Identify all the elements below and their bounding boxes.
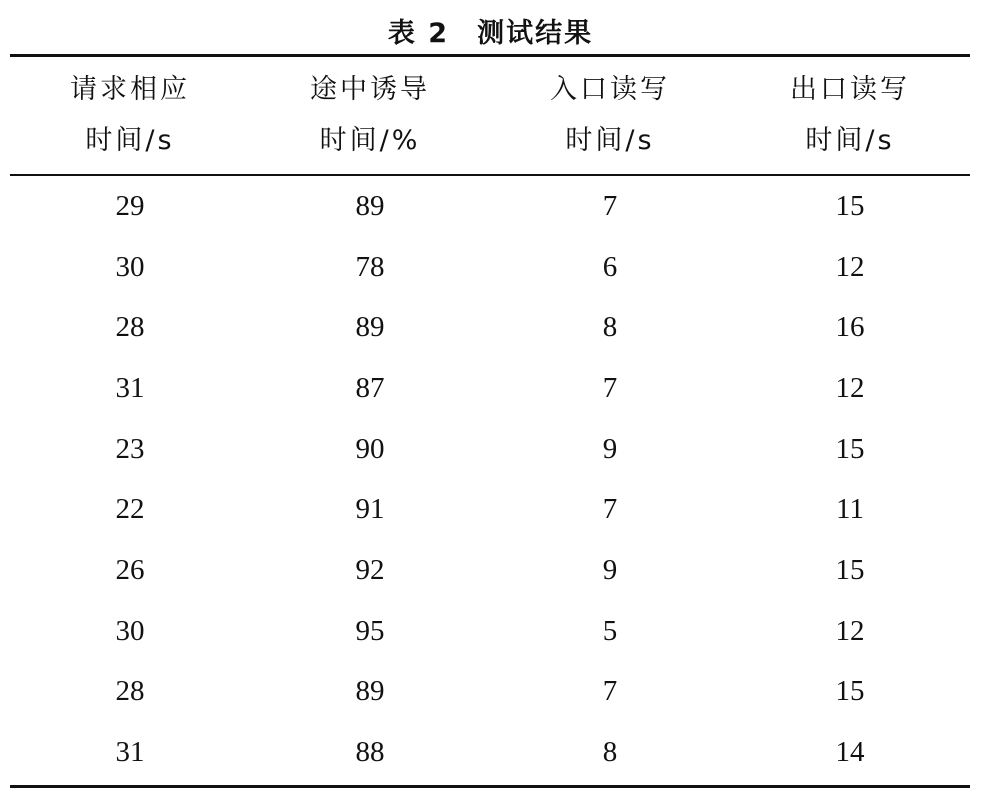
header-request-response-time — [10, 60, 250, 172]
table-cell: 7 — [602, 493, 618, 526]
header-line-1: 请求相应 — [70, 73, 190, 105]
table-cell: 12 — [835, 371, 865, 404]
table-row — [10, 237, 970, 298]
header-line-2: 时间/s — [565, 124, 655, 156]
table-cell: 30 — [115, 614, 145, 647]
table-caption-label: 表 2 — [387, 17, 450, 49]
table-row — [10, 601, 970, 662]
table-cell: 15 — [835, 189, 865, 222]
table-cell: 88 — [355, 736, 385, 769]
table-cell: 6 — [602, 250, 618, 283]
table-cell: 26 — [115, 554, 145, 587]
table-cell: 8 — [602, 311, 618, 344]
table-cell: 16 — [835, 311, 865, 344]
table-cell: 30 — [115, 250, 145, 283]
table-cell: 22 — [115, 493, 145, 526]
table-cell: 87 — [355, 371, 385, 404]
header-exit-read-write-time — [730, 60, 970, 172]
table-cell: 89 — [355, 675, 385, 708]
table-cell: 14 — [835, 736, 865, 769]
table-cell: 12 — [835, 614, 865, 647]
table-cell: 15 — [835, 675, 865, 708]
header-line-1: 出口读写 — [790, 73, 910, 105]
header-entrance-read-write-time — [490, 60, 730, 172]
table-cell: 11 — [836, 493, 864, 526]
table-top-rule — [10, 54, 970, 57]
table-cell: 7 — [602, 189, 618, 222]
table-cell: 28 — [115, 675, 145, 708]
table-cell: 90 — [355, 432, 385, 465]
header-line-2: 时间/s — [85, 124, 175, 156]
table-cell: 8 — [602, 736, 618, 769]
table-cell: 92 — [355, 554, 385, 587]
table-row — [10, 662, 970, 723]
table-cell: 15 — [835, 554, 865, 587]
table-cell: 12 — [835, 250, 865, 283]
header-line-2: 时间/s — [805, 124, 895, 156]
table-cell: 31 — [115, 736, 145, 769]
header-line-1: 途中诱导 — [310, 73, 430, 105]
table-row — [10, 176, 970, 237]
table-cell: 7 — [602, 371, 618, 404]
table-cell: 23 — [115, 432, 145, 465]
table-cell: 9 — [602, 554, 618, 587]
header-line-1: 入口读写 — [550, 73, 670, 105]
table-cell: 29 — [115, 189, 145, 222]
table-cell: 28 — [115, 311, 145, 344]
table-bottom-rule — [10, 785, 970, 788]
table-cell: 7 — [602, 675, 618, 708]
table-row — [10, 419, 970, 480]
table-row — [10, 297, 970, 358]
table-caption-title: 测试结果 — [477, 17, 594, 49]
table-row — [10, 358, 970, 419]
table-cell: 89 — [355, 189, 385, 222]
table-row — [10, 540, 970, 601]
table-body — [10, 176, 970, 783]
table-cell: 9 — [602, 432, 618, 465]
table-cell: 91 — [355, 493, 385, 526]
table-caption — [0, 8, 981, 52]
table-cell: 31 — [115, 371, 145, 404]
table-cell: 95 — [355, 614, 385, 647]
header-route-guidance-time — [250, 60, 490, 172]
table-row — [10, 480, 970, 541]
table-cell: 78 — [355, 250, 385, 283]
table-cell: 15 — [835, 432, 865, 465]
table-cell: 89 — [355, 311, 385, 344]
table-row — [10, 722, 970, 783]
table-cell: 5 — [602, 614, 618, 647]
header-line-2: 时间/% — [319, 124, 421, 156]
table-header-row — [10, 60, 970, 172]
